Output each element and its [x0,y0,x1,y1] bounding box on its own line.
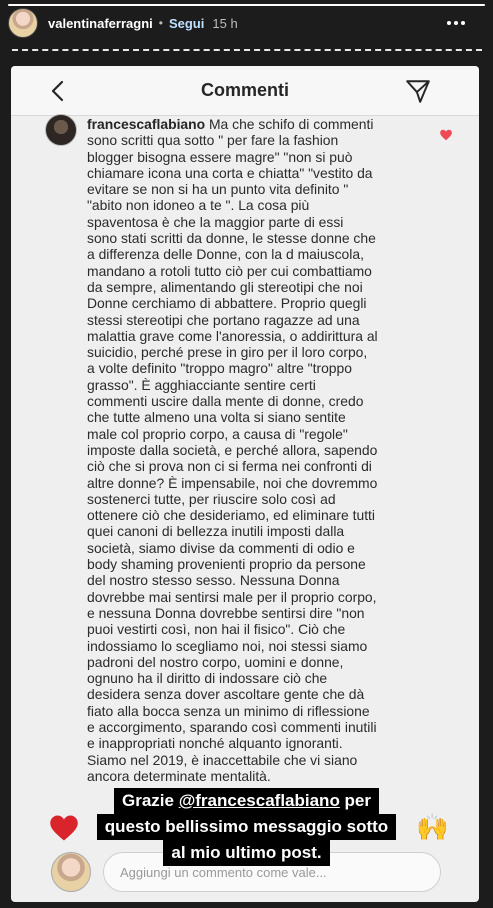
comments-header [11,66,479,116]
story-progress-bar [8,4,485,6]
caption-line-2: questo bellissimo messaggio sotto [97,814,396,840]
dashed-divider [12,49,482,51]
story-caption [0,788,493,866]
comment-text [87,116,432,784]
follow-button[interactable]: Segui [168,15,205,31]
story-username[interactable]: valentinaferragni [48,15,153,31]
comments-title: Commenti [200,80,289,100]
comments-screenshot [11,66,479,902]
more-icon[interactable] [447,21,465,25]
comment-content: Ma che schifo di commenti sono scritti qua sotto " per fare la fashion blogger bisogna essere magre" "non si può chiamare icona una corta e chiatta" "vestito da evitare se non si ha un punto vita definito " "abito non idoneo a te ". La cosa più spaventosa è che la maggior parte di essi sono stati scritti da donne, le stesse donne che a differenza delle Donne, con la d maiuscola, mandano a rotoli tutto ciò per cui combattiamo da sempre, alimentando gli stereotipi che noi Donne cerchiamo di abbattere. Proprio quegli stessi stereotipi che portano ragazze ad una malattia grave come l'anoressia, o addirittura al suicidio, perché prese in giro per il loro corpo, a volte definito "troppo magro" altre "troppo grasso". È agghiacciante sentire certi commenti uscire dalla mente di donne, credo che tutte almeno una volta si siano sentite male col proprio corpo, a causa di "regole" imposte dalla società, e perché allora, sapendo ciò che si prova non ci si ferma nei confronti di altre donne? È impensabile, noi che dovremmo sostenerci tutte, per riuscire solo così ad ottenere ciò che desideriamo, ed eliminare tutti quei canoni di bellezza inutili imposti dalla società, siamo divise da commenti di odio e body shaming provenienti proprio da persone del nostro stesso sesso. Nessuna Donna dovrebbe mai sentirsi male per il proprio corpo, e nessuna Donna dovrebbe sentirsi dire "non puoi vestirti così, non hai il fisico". Ciò che indossiamo lo scegliamo noi, noi stessi siamo padroni del nostro corpo, uomini e donne, ognuno ha il diritto di indossare ciò che desidera senza dover ascoltare gente che dà fiato alla bocca senza un minimo di riflessione e accorgimento, sparando così commenti inutili e inappropriati nonché alquanto ignoranti. Siamo nel 2019, è inaccettabile che vi siano ancora determinate mentalità. [87,116,378,784]
commenter-avatar[interactable] [45,114,77,146]
chevron-left-icon[interactable] [47,79,71,103]
story-avatar[interactable] [8,8,38,38]
story-time: 15 h [212,15,238,31]
separator-dot: • [158,16,163,30]
story-progress-fill [8,4,485,6]
caption-mention[interactable]: @francescaflabiano [178,791,340,810]
comment-username[interactable]: francescaflabiano [87,116,206,132]
caption-line-3: al mio ultimo post. [163,840,329,866]
caption-line-1: Grazie @francescaflabiano per [114,788,379,814]
send-icon[interactable] [405,78,431,104]
story-header [8,8,485,38]
raised-hands-emoji-icon: 🙌 [416,812,449,842]
heart-icon[interactable] [439,128,453,142]
